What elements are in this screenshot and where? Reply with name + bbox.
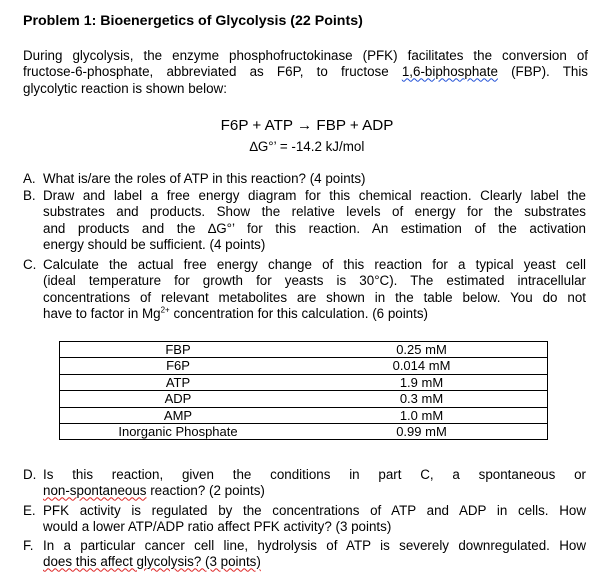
problem-title: Problem 1: Bioenergetics of Glycolysis (22 Points) (23, 13, 363, 29)
question-label: D. (23, 467, 37, 482)
question-line: would a lower ATP/ADP ratio affect PFK activity? (3 points) (43, 519, 392, 535)
question-f (23, 538, 586, 571)
intro-line: glycolytic reaction is shown below: (23, 80, 227, 96)
question-label: A. (23, 171, 36, 186)
question-line: PFK activity is regulated by the concentrations of ATP and ADP in cells. How (43, 503, 586, 518)
reaction-equation: F6P + ATP → FBP + ADP (220, 117, 394, 134)
metabolite-name: ATP (60, 374, 297, 390)
metabolite-concentration: 0.3 mM (296, 391, 548, 407)
question-text: concentration for this calculation. (6 points) (169, 306, 429, 322)
question-c (23, 257, 586, 323)
table-row (60, 407, 548, 423)
metabolite-name: AMP (60, 407, 297, 423)
intro-text: (FBP). This (497, 64, 588, 80)
question-line: In a particular cancer cell line, hydrolysis of ATP is severely downregulated. How (43, 538, 586, 553)
metabolite-name: F6P (60, 358, 297, 374)
question-line: energy should be sufficient. (4 points) (43, 237, 266, 253)
spellcheck-underlined-term: non-spontaneous (43, 483, 147, 499)
question-label: B. (23, 188, 36, 203)
spellcheck-underlined-term: 1,6-biphosphate (401, 64, 498, 80)
question-line (43, 306, 586, 322)
question-line (43, 554, 586, 570)
table-row (60, 342, 548, 358)
table-row (60, 358, 548, 374)
intro-line (23, 64, 588, 80)
metabolite-concentration: 0.99 mM (296, 424, 548, 440)
metabolite-concentration: 0.014 mM (296, 358, 548, 374)
question-text: have to factor in Mg (43, 306, 161, 322)
question-line: Calculate the actual free energy change of this reaction for a typical yeast cell (43, 257, 586, 272)
metabolite-name: ADP (60, 391, 297, 407)
table-row (60, 391, 548, 407)
question-label: E. (23, 503, 36, 518)
question-line: Draw and label a free energy diagram for this chemical reaction. Clearly label the (43, 188, 586, 203)
question-label: F. (23, 538, 34, 553)
concentration-table (59, 341, 548, 440)
question-line: What is/are the roles of ATP in this reaction? (4 points) (43, 171, 366, 186)
question-text: reaction? (2 points) (146, 483, 265, 499)
question-line: (ideal temperature for growth for yeasts is 30°C). The estimated intracellular (43, 273, 586, 289)
question-e (23, 503, 586, 536)
metabolite-concentration: 0.25 mM (296, 342, 548, 358)
question-d (23, 467, 586, 500)
intro-line: During glycolysis, the enzyme phosphofructokinase (PFK) facilitates the conversion of (23, 48, 588, 63)
question-line: concentrations of relevant metabolites are shown in the table below. You do not (43, 289, 586, 305)
intro-paragraph (23, 48, 588, 97)
question-line: substrates and products. Show the relative levels of energy for the substrates (43, 204, 586, 220)
question-line: and products and the ∆G°’ for this reaction. An estimation of the activation (43, 220, 586, 236)
question-line (43, 483, 586, 499)
question-line: Is this reaction, given the conditions in part C, a spontaneous or (43, 467, 586, 482)
superscript: 2+ (160, 305, 170, 315)
delta-g-value: ∆G°’ = -14.2 kJ/mol (249, 139, 365, 154)
table-row (60, 424, 548, 440)
metabolite-concentration: 1.0 mM (296, 407, 548, 423)
intro-text: fructose-6-phosphate, abbreviated as F6P, to fructose (23, 64, 402, 80)
spellcheck-underlined-term: does this affect glycolysis? (3 points) (43, 554, 261, 570)
question-a (23, 171, 586, 187)
metabolite-name: FBP (60, 342, 297, 358)
question-b (23, 188, 586, 254)
question-label: C. (23, 257, 37, 272)
metabolite-name: Inorganic Phosphate (60, 424, 297, 440)
table-row (60, 374, 548, 390)
metabolite-concentration: 1.9 mM (296, 374, 548, 390)
